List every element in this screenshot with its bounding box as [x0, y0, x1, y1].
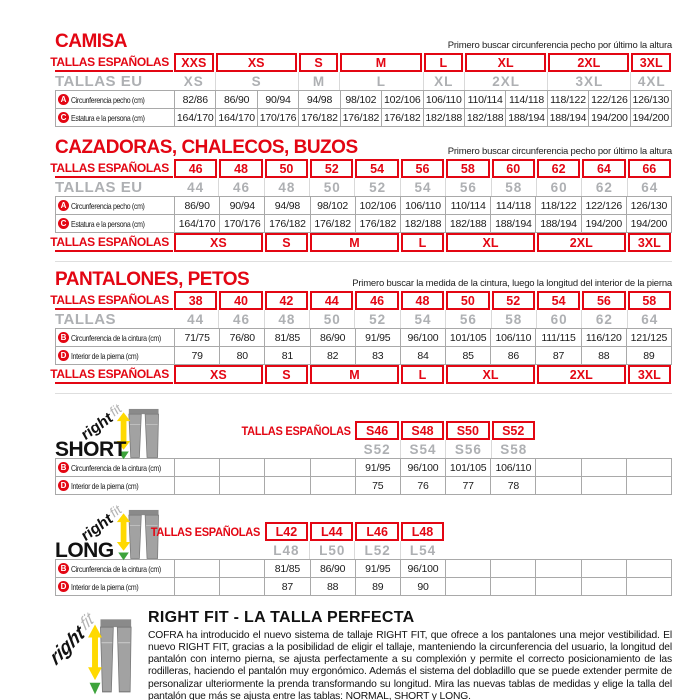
- value-cell: [220, 477, 264, 494]
- value-cell: 94/98: [265, 197, 309, 214]
- eu-size-cell: 50: [309, 310, 354, 328]
- cazadoras-eu-sizes-row: [55, 178, 672, 196]
- value-cell: 188/194: [506, 109, 546, 126]
- spanish-size-cell: XL: [465, 53, 546, 72]
- spanish-size-cell: XXS: [174, 53, 214, 72]
- value-cell: [446, 578, 490, 595]
- intl-size-cell: S: [265, 233, 308, 252]
- row-label-text: Interior de la pierna (cm): [71, 480, 139, 491]
- eu-size-cell: 60: [536, 310, 581, 328]
- value-cell: 83: [356, 347, 400, 364]
- spanish-size-cell: 54: [355, 159, 398, 178]
- section-long: [55, 522, 672, 596]
- value-cell: 182/188: [465, 109, 505, 126]
- short-spanish-sizes-label: TALLAS ESPAÑOLAS: [241, 423, 351, 438]
- eu-size-cell: 44: [187, 311, 205, 327]
- value-cell: [536, 578, 580, 595]
- row-label-text: Estatura e la persona (cm): [71, 218, 145, 229]
- letter-badge-c: C: [58, 112, 69, 123]
- row-label-height: [56, 109, 174, 126]
- value-cell: 96/100: [401, 329, 445, 346]
- pantalones-intl-sizes-row: [50, 365, 672, 384]
- spanish-size-cell: L: [424, 53, 464, 72]
- value-cell: 106/110: [424, 91, 464, 108]
- spanish-size-cell: 58: [628, 291, 671, 310]
- value-cell: 91/95: [356, 329, 400, 346]
- eu-size-cell: 56: [445, 310, 490, 328]
- eu-size-cell: 62: [581, 310, 626, 328]
- intl-size-cell: L: [401, 365, 444, 384]
- value-cell: 182/188: [401, 215, 445, 232]
- value-cell: 81/85: [265, 329, 309, 346]
- section-pantalones: [50, 268, 672, 384]
- row-label-waist: [56, 459, 174, 476]
- value-cell: 81/85: [265, 560, 309, 577]
- pantalones-note: Primero buscar la medida de la cintura, luego la longitud del interior de la pierna: [352, 278, 672, 289]
- cazadoras-intl-sizes-row: [50, 233, 672, 252]
- section-camisa: [50, 30, 672, 127]
- pantalones-measurements-table: [55, 328, 672, 365]
- spanish-size-cell: 52: [310, 159, 353, 178]
- eu-size-cell: XS: [183, 73, 204, 89]
- value-cell: 170/176: [258, 109, 298, 126]
- value-cell: 88: [311, 578, 355, 595]
- value-cell: [446, 560, 490, 577]
- row-label-waist: [56, 329, 174, 346]
- pantalones-spanish-sizes-label: TALLAS ESPAÑOLAS: [55, 291, 173, 310]
- value-cell: 90: [401, 578, 445, 595]
- rightfit-text-block: [144, 609, 672, 700]
- value-cell: 176/182: [382, 109, 422, 126]
- pantalones-intl-sizes-label: TALLAS ESPAÑOLAS: [55, 365, 173, 384]
- row-label-text: Estatura e la persona (cm): [71, 112, 145, 123]
- eu-size-cell: L52: [354, 541, 399, 559]
- value-cell: 81: [265, 347, 309, 364]
- value-cell: [311, 459, 355, 476]
- value-cell: 164/170: [216, 109, 256, 126]
- eu-size-cell: S58: [491, 440, 536, 458]
- value-cell: [536, 459, 580, 476]
- cazadoras-title: CAZADORAS, CHALECOS, BUZOS: [55, 137, 358, 158]
- camisa-eu-sizes-row: [55, 72, 672, 90]
- value-cell: 88: [582, 347, 626, 364]
- spanish-size-cell: XS: [216, 53, 297, 72]
- eu-size-cell: 62: [581, 178, 626, 196]
- camisa-spanish-sizes-label: TALLAS ESPAÑOLAS: [55, 53, 173, 72]
- letter-badge-b: B: [58, 462, 69, 473]
- row-label-inseam: [56, 347, 174, 364]
- eu-size-cell: L: [339, 72, 422, 90]
- value-cell: 86/90: [311, 329, 355, 346]
- spanish-size-cell: S: [299, 53, 339, 72]
- short-spanish-sizes-row: [55, 421, 672, 440]
- spanish-size-cell: 56: [582, 291, 625, 310]
- value-cell: 194/200: [631, 109, 671, 126]
- eu-size-cell: XL: [423, 72, 465, 90]
- cazadoras-spanish-sizes-row: [50, 159, 672, 178]
- value-cell: [582, 477, 626, 494]
- intl-size-cell: M: [310, 365, 399, 384]
- section-short: [55, 421, 672, 495]
- value-cell: 116/120: [582, 329, 626, 346]
- intl-size-cell: XL: [446, 365, 535, 384]
- spanish-size-cell: L42: [265, 522, 308, 541]
- camisa-eu-sizes-label: TALLAS EU: [55, 72, 143, 90]
- value-cell: [491, 560, 535, 577]
- spanish-size-cell: 40: [219, 291, 262, 310]
- eu-size-cell: 3XL: [547, 72, 630, 90]
- value-cell: [627, 459, 671, 476]
- value-cell: 194/200: [589, 109, 629, 126]
- section-cazadoras: [50, 136, 672, 252]
- eu-size-cell: S52: [363, 441, 391, 457]
- pantalones-eu-sizes-label: TALLAS: [55, 310, 117, 328]
- intl-size-cell: 3XL: [628, 365, 671, 384]
- eu-size-cell: L54: [400, 541, 445, 559]
- camisa-title: CAMISA: [55, 31, 127, 52]
- value-cell: [175, 477, 219, 494]
- camisa-title-row: [55, 30, 672, 51]
- value-cell: 79: [175, 347, 219, 364]
- spanish-size-cell: 3XL: [631, 53, 671, 72]
- intl-size-cell: XS: [174, 365, 263, 384]
- intl-size-cell: L: [401, 233, 444, 252]
- value-cell: 82: [311, 347, 355, 364]
- row-label-text: Circunferencia de la cintura (cm): [71, 563, 161, 574]
- value-cell: [220, 459, 264, 476]
- value-cell: 98/102: [341, 91, 381, 108]
- value-cell: 77: [446, 477, 490, 494]
- value-cell: 96/100: [401, 560, 445, 577]
- spanish-size-cell: 50: [446, 291, 489, 310]
- eu-size-cell: 54: [400, 310, 445, 328]
- long-measurements-table: [55, 559, 672, 596]
- eu-size-cell: 48: [264, 178, 309, 196]
- eu-size-cell: 2XL: [464, 72, 547, 90]
- value-cell: 194/200: [582, 215, 626, 232]
- row-label-waist: [56, 560, 174, 577]
- letter-badge-c: C: [58, 218, 69, 229]
- value-cell: 176/182: [299, 109, 339, 126]
- value-cell: 176/182: [356, 215, 400, 232]
- value-cell: [627, 477, 671, 494]
- value-cell: [627, 578, 671, 595]
- row-label-text: Circunferencia de la cintura (cm): [71, 332, 161, 343]
- long-label: LONG: [55, 539, 114, 562]
- camisa-spanish-sizes-row: [50, 53, 672, 72]
- spanish-size-cell: 60: [492, 159, 535, 178]
- value-cell: 98/102: [311, 197, 355, 214]
- value-cell: 118/122: [536, 197, 580, 214]
- spanish-size-cell: 2XL: [548, 53, 629, 72]
- intl-size-cell: XL: [446, 233, 535, 252]
- letter-badge-a: A: [58, 200, 69, 211]
- value-cell: 76/80: [220, 329, 264, 346]
- eu-size-cell: 46: [218, 178, 263, 196]
- value-cell: 86/90: [216, 91, 256, 108]
- letter-badge-d: D: [58, 480, 69, 491]
- value-cell: 122/126: [582, 197, 626, 214]
- eu-size-cell: 50: [309, 178, 354, 196]
- section-rightfit: [55, 609, 672, 700]
- value-cell: 176/182: [265, 215, 309, 232]
- eu-size-cell: S: [215, 72, 298, 90]
- spanish-size-cell: L44: [310, 522, 353, 541]
- spanish-size-cell: 42: [265, 291, 308, 310]
- letter-badge-d: D: [58, 350, 69, 361]
- long-spanish-sizes-label: TALLAS ESPAÑOLAS: [150, 524, 261, 539]
- value-cell: 101/105: [446, 329, 490, 346]
- value-cell: 86/90: [175, 197, 219, 214]
- spanish-size-cell: 66: [628, 159, 671, 178]
- spanish-size-cell: 58: [446, 159, 489, 178]
- eu-size-cell: L50: [309, 541, 354, 559]
- value-cell: 126/130: [631, 91, 671, 108]
- eu-size-cell: 46: [218, 310, 263, 328]
- spanish-size-cell: S52: [492, 421, 535, 440]
- intl-size-cell: XS: [174, 233, 263, 252]
- eu-size-cell: 64: [627, 310, 672, 328]
- spanish-size-cell: S46: [355, 421, 398, 440]
- value-cell: 176/182: [311, 215, 355, 232]
- value-cell: 170/176: [220, 215, 264, 232]
- pantalones-title: PANTALONES, PETOS: [55, 269, 250, 290]
- spanish-size-cell: S48: [401, 421, 444, 440]
- row-label-chest: [56, 197, 174, 214]
- value-cell: 110/114: [446, 197, 490, 214]
- intl-size-cell: 2XL: [537, 233, 626, 252]
- camisa-measurements-table: [55, 90, 672, 127]
- value-cell: 194/200: [627, 215, 671, 232]
- row-label-text: Circunferencia pecho (cm): [71, 200, 145, 211]
- row-label-text: Circunferencia pecho (cm): [71, 94, 145, 105]
- cazadoras-measurements-table: [55, 196, 672, 233]
- spanish-size-cell: 44: [310, 291, 353, 310]
- value-cell: 86: [491, 347, 535, 364]
- spanish-size-cell: 62: [537, 159, 580, 178]
- eu-size-cell: L48: [273, 542, 300, 558]
- value-cell: 76: [401, 477, 445, 494]
- eu-size-cell: 58: [491, 310, 536, 328]
- spanish-size-cell: L46: [355, 522, 398, 541]
- eu-size-cell: M: [298, 72, 340, 90]
- value-cell: [175, 578, 219, 595]
- value-cell: 126/130: [627, 197, 671, 214]
- value-cell: 188/194: [491, 215, 535, 232]
- value-cell: [582, 560, 626, 577]
- value-cell: 101/105: [446, 459, 490, 476]
- spanish-size-cell: 46: [174, 159, 217, 178]
- value-cell: [311, 477, 355, 494]
- intl-size-cell: M: [310, 233, 399, 252]
- letter-badge-d: D: [58, 581, 69, 592]
- eu-size-cell: 54: [400, 178, 445, 196]
- section-divider: [55, 393, 672, 394]
- value-cell: 106/110: [401, 197, 445, 214]
- row-label-height: [56, 215, 174, 232]
- spanish-size-cell: 54: [537, 291, 580, 310]
- value-cell: [220, 578, 264, 595]
- spanish-size-cell: 48: [401, 291, 444, 310]
- value-cell: 75: [356, 477, 400, 494]
- cazadoras-spanish-sizes-label: TALLAS ESPAÑOLAS: [55, 159, 173, 178]
- eu-size-cell: 56: [445, 178, 490, 196]
- eu-size-cell: 64: [627, 178, 672, 196]
- camisa-note: Primero buscar circunferencia pecho por último la altura: [447, 40, 672, 51]
- value-cell: [536, 477, 580, 494]
- value-cell: [536, 560, 580, 577]
- row-label-text: Circunferencia de la cintura (cm): [71, 462, 161, 473]
- value-cell: 78: [491, 477, 535, 494]
- value-cell: 118/122: [548, 91, 588, 108]
- cazadoras-note: Primero buscar circunferencia pecho por último la altura: [447, 146, 672, 157]
- value-cell: 84: [401, 347, 445, 364]
- cazadoras-eu-sizes-label: TALLAS EU: [55, 178, 143, 196]
- value-cell: [491, 578, 535, 595]
- intl-size-cell: 3XL: [628, 233, 671, 252]
- short-measurements-table: [55, 458, 672, 495]
- value-cell: 188/194: [548, 109, 588, 126]
- cazadoras-title-row: [55, 136, 672, 157]
- value-cell: [175, 459, 219, 476]
- value-cell: [175, 560, 219, 577]
- value-cell: 102/106: [382, 91, 422, 108]
- value-cell: 71/75: [175, 329, 219, 346]
- value-cell: 91/95: [356, 459, 400, 476]
- spanish-size-cell: 50: [265, 159, 308, 178]
- pantalones-title-row: [55, 268, 672, 289]
- eu-size-cell: 58: [491, 178, 536, 196]
- eu-size-cell: 4XL: [630, 72, 672, 90]
- value-cell: 106/110: [491, 329, 535, 346]
- value-cell: 89: [627, 347, 671, 364]
- value-cell: [582, 459, 626, 476]
- value-cell: 110/114: [465, 91, 505, 108]
- cazadoras-intl-sizes-label: TALLAS ESPAÑOLAS: [55, 233, 173, 252]
- long-spanish-sizes-row: [55, 522, 672, 541]
- value-cell: 90/94: [220, 197, 264, 214]
- value-cell: 164/170: [175, 215, 219, 232]
- value-cell: [582, 578, 626, 595]
- value-cell: [265, 459, 309, 476]
- eu-size-cell: 48: [264, 310, 309, 328]
- value-cell: 114/118: [491, 197, 535, 214]
- eu-size-cell: 52: [354, 178, 399, 196]
- spanish-size-cell: M: [340, 53, 421, 72]
- spanish-size-cell: S50: [446, 421, 489, 440]
- value-cell: 90/94: [258, 91, 298, 108]
- letter-badge-b: B: [58, 332, 69, 343]
- value-cell: 176/182: [341, 109, 381, 126]
- value-cell: 122/126: [589, 91, 629, 108]
- value-cell: 182/188: [424, 109, 464, 126]
- value-cell: 87: [536, 347, 580, 364]
- spanish-size-cell: 46: [355, 291, 398, 310]
- rightfit-logo-large: [49, 609, 144, 697]
- row-label-inseam: [56, 477, 174, 494]
- rightfit-paragraph: COFRA ha introducido el nuevo sistema de tallaje RIGHT FIT, que ofrece a los pantalones una mejor vestibilidad. El nuevo RIGHT FIT, gracias a la posibilidad de eligir el tallaje, manteniendo la circunferencia del usuario, la longitud del pantalón con interno pierna, se ajusta perfectamente a su complexión y permite el correcto posicionamiento de las rodilleras, haciendo el pantalón muy ergonómico. Además el sistema del dobladillo que se puede extender permite de personalizar ulteriormente la prenda transformando su longitud. Mira las nuevas tablas de medidas y elige la talla del pantalón que más se ajusta entre las tablas: NORMAL, SHORT y LONG.: [148, 630, 672, 700]
- letter-badge-a: A: [58, 94, 69, 105]
- eu-size-cell: 44: [187, 179, 205, 195]
- eu-size-cell: S56: [445, 440, 490, 458]
- value-cell: 85: [446, 347, 490, 364]
- value-cell: 121/125: [627, 329, 671, 346]
- eu-size-cell: 52: [354, 310, 399, 328]
- value-cell: [220, 560, 264, 577]
- value-cell: 182/188: [446, 215, 490, 232]
- value-cell: 111/115: [536, 329, 580, 346]
- eu-size-cell: S54: [400, 440, 445, 458]
- row-label-inseam: [56, 578, 174, 595]
- spanish-size-cell: 64: [582, 159, 625, 178]
- pantalones-spanish-sizes-row: [50, 291, 672, 310]
- spanish-size-cell: 48: [219, 159, 262, 178]
- rightfit-heading: RIGHT FIT - LA TALLA PERFECTA: [148, 609, 415, 626]
- value-cell: 89: [356, 578, 400, 595]
- value-cell: 188/194: [536, 215, 580, 232]
- spanish-size-cell: 56: [401, 159, 444, 178]
- spanish-size-cell: 38: [174, 291, 217, 310]
- section-divider: [55, 261, 672, 262]
- value-cell: 80: [220, 347, 264, 364]
- spanish-size-cell: L48: [401, 522, 444, 541]
- value-cell: [265, 477, 309, 494]
- value-cell: 106/110: [491, 459, 535, 476]
- value-cell: 91/95: [356, 560, 400, 577]
- eu-size-cell: 60: [536, 178, 581, 196]
- value-cell: [627, 560, 671, 577]
- row-label-chest: [56, 91, 174, 108]
- intl-size-cell: 2XL: [537, 365, 626, 384]
- value-cell: 102/106: [356, 197, 400, 214]
- short-label: SHORT: [55, 438, 126, 461]
- value-cell: 87: [265, 578, 309, 595]
- value-cell: 164/170: [175, 109, 215, 126]
- intl-size-cell: S: [265, 365, 308, 384]
- row-label-text: Interior de la pierna (cm): [71, 350, 139, 361]
- value-cell: 86/90: [311, 560, 355, 577]
- pantalones-eu-sizes-row: [55, 310, 672, 328]
- letter-badge-b: B: [58, 563, 69, 574]
- value-cell: 94/98: [299, 91, 339, 108]
- value-cell: 114/118: [506, 91, 546, 108]
- row-label-text: Interior de la pierna (cm): [71, 581, 139, 592]
- value-cell: 82/86: [175, 91, 215, 108]
- spanish-size-cell: 52: [492, 291, 535, 310]
- value-cell: 96/100: [401, 459, 445, 476]
